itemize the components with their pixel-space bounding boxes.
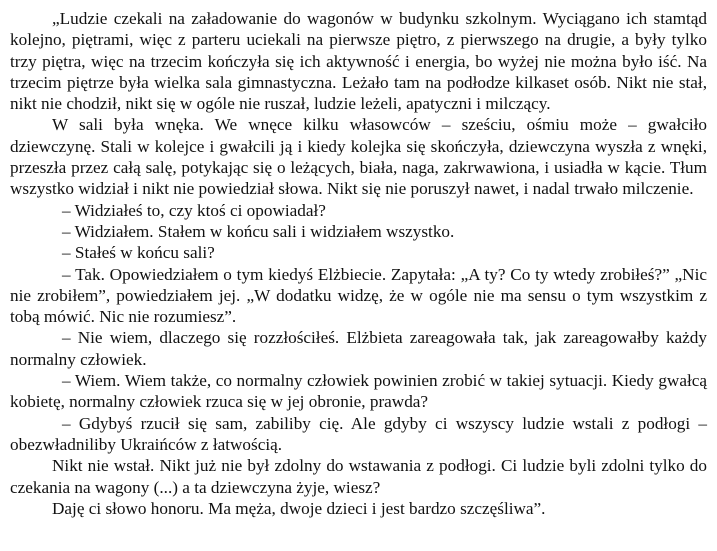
- paragraph-waiting-for-wagons: „Ludzie czekali na załadowanie do wagonów w budynku szkolnym. Wyciągano ich stamtąd kolejno, piętrami, więc z parteru uciekali na pierwsze piętro, z pierwszego na drugie, a były tylko trzy piętra, więc na trzecim kończyła się ich aktywność i energia, bo wyżej nie można było iść. Na trzecim piętrze była wielka sala gimnastyczna. Leżało tam na podłodze kilkaset osób. Nikt nie stał, nikt nie chodził, nikt się w ogóle nie ruszał, ludzie leżeli, apatyczni i milczący.: [10, 9, 707, 114]
- dialog-line-all-people: – Gdybyś rzucił się sam, zabiliby cię. Ale gdyby ci wszyscy ludzie wstali z podłogi – obezwładniliby Ukraińców z łatwością.: [10, 413, 707, 454]
- dialog-line-normal-man: – Wiem. Wiem także, co normalny człowiek powinien zrobić w takiej sytuacji. Kiedy gwałcą kobietę, normalny człowiek rzuca się w jej obronie, prawda?: [10, 371, 707, 412]
- dialog-line-witness: – Widziałem. Stałem w końcu sali i widziałem wszystko.: [62, 221, 455, 241]
- dialog-line-angry: – Nie wiem, dlaczego się rozzłościłeś. Elżbieta zareagowała tak, jak zareagowałby każdy normalny człowiek.: [10, 328, 707, 369]
- paragraph-alcove: W sali była wnęka. We wnęce kilku własowców – sześciu, ośmiu może – gwałciło dziewczynę. Stali w kolejce i gwałcili ją i kiedy kolejka się skończyła, dziewczyna wyszła z wnęki, przeszła przez całą salę, potykając się o leżących, biała, naga, zakrwawiona, i usiadła w kącie. Tłum wszystko widział i nikt nie powiedział słowa. Nikt się nie poruszył nawet, i nadal trwało milczenie.: [10, 115, 707, 199]
- dialog-line-end-of-hall: – Stałeś w końcu sali?: [62, 243, 215, 263]
- dialog-line-question: – Widziałeś to, czy ktoś ci opowiadał?: [62, 200, 326, 220]
- paragraph-word-of-honor: Daję ci słowo honoru. Ma męża, dwoje dzieci i jest bardzo szczęśliwa”.: [52, 498, 546, 518]
- dialog-line-elzbieta: – Tak. Opowiedziałem o tym kiedyś Elżbiecie. Zapytała: „A ty? Co ty wtedy zrobiłeś?” „Nic nie zrobiłem”, powiedziałem jej. „W dodatku widzę, że w ogóle nie ma sensu o tym wszystkim z tobą mówić. Nic nie rozumiesz”.: [10, 264, 707, 327]
- paragraph-nobody-stood: Nikt nie wstał. Nikt już nie był zdolny do wstawania z podłogi. Ci ludzie byli zdolni tylko do czekania na wagony (...) a ta dziewczyna żyje, wiesz?: [10, 456, 707, 497]
